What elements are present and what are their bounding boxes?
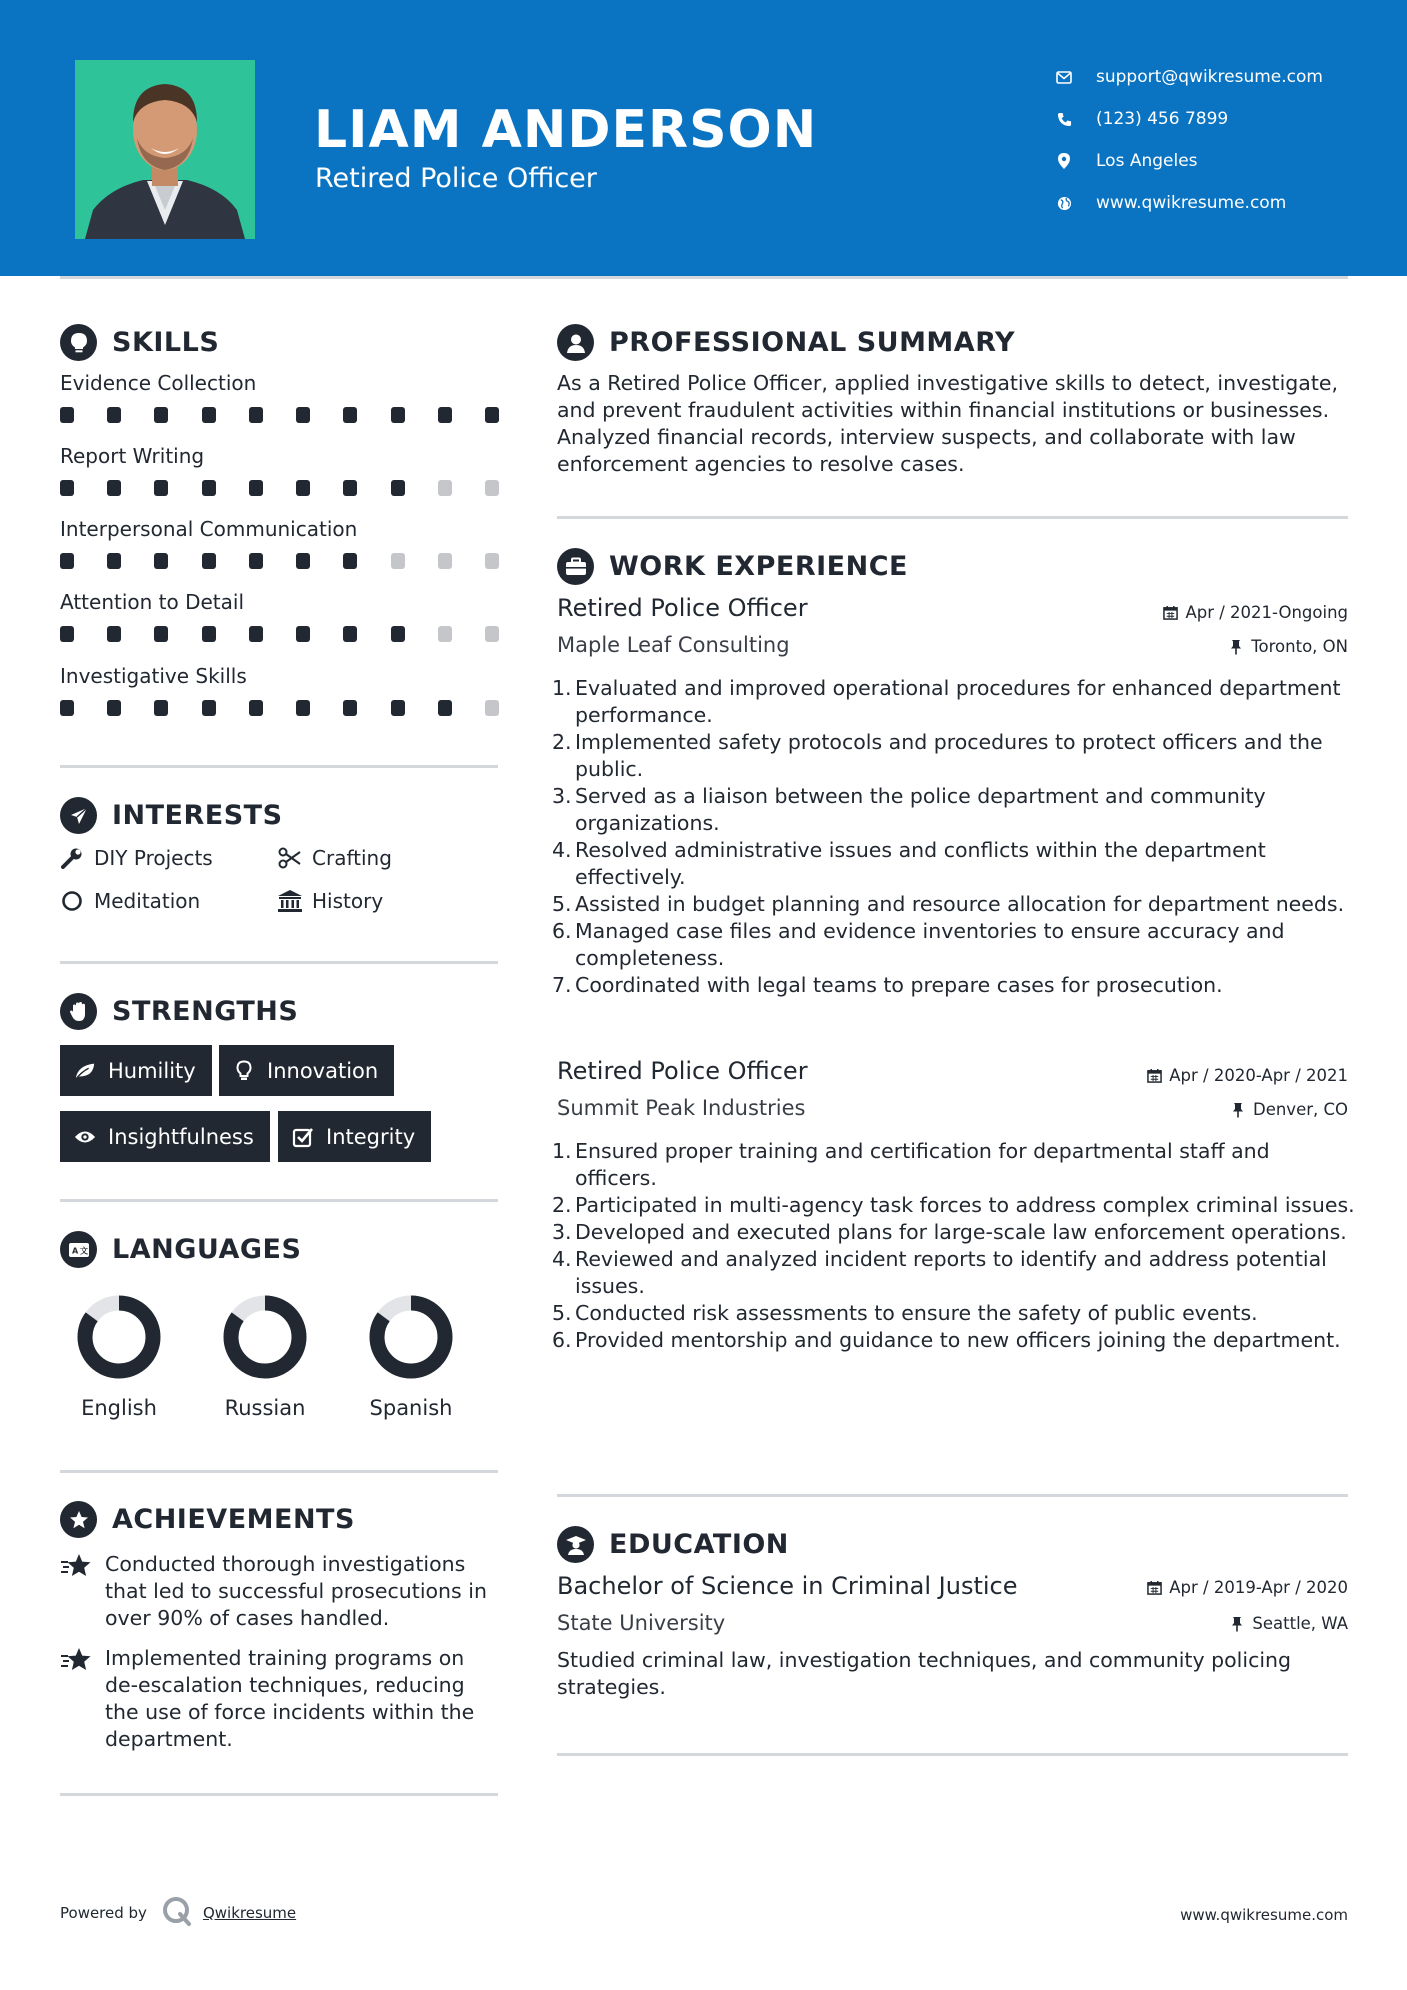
rating-dot-filled	[296, 700, 310, 716]
rating-dot-filled	[249, 407, 263, 423]
responsibility-item: 3. Served as a liaison between the police department and community organizations.	[552, 784, 1266, 835]
mail-icon	[1055, 68, 1073, 86]
rating-dot-filled	[107, 626, 121, 642]
job-title: Retired Police Officer	[557, 1057, 808, 1085]
skill-name: Evidence Collection	[60, 371, 257, 395]
rating-dot-filled	[154, 480, 168, 496]
language-name: Russian	[224, 1396, 306, 1420]
skills-divider	[60, 765, 498, 768]
rating-dot-filled	[107, 480, 121, 496]
job-date: Apr / 2020-Apr / 2021	[1145, 1066, 1348, 1085]
interest-item: Meditation	[59, 889, 200, 913]
rating-dot-filled	[107, 407, 121, 423]
education-divider	[557, 1753, 1348, 1756]
skill-item	[60, 590, 500, 642]
achievements-heading: ACHIEVEMENTS	[60, 1501, 355, 1538]
strength-badge: Insightfulness	[60, 1111, 270, 1162]
skill-item	[60, 664, 500, 716]
responsibility-item: 2. Implemented safety protocols and procedures to protect officers and the public.	[552, 730, 1323, 781]
responsibility-item: 2. Participated in multi-agency task forces to address complex criminal issues.	[552, 1193, 1355, 1217]
rating-dot-empty	[485, 626, 499, 642]
skill-rating	[60, 626, 499, 642]
skill-rating	[60, 553, 499, 569]
rating-dot-filled	[202, 480, 216, 496]
skill-item	[60, 371, 500, 423]
summary-heading: PROFESSIONAL SUMMARY	[557, 324, 1015, 361]
skill-rating	[60, 407, 499, 423]
map-pin-icon	[1055, 152, 1073, 170]
rating-dot-filled	[343, 480, 357, 496]
rating-dot-filled	[485, 407, 499, 423]
responsibility-item: 1. Ensured proper training and certification for departmental staff and officers.	[552, 1139, 1270, 1190]
rating-dot-filled	[154, 553, 168, 569]
education-heading: EDUCATION	[557, 1526, 789, 1563]
resume-header	[0, 0, 1407, 276]
job-date: Apr / 2021-Ongoing	[1161, 603, 1348, 622]
rating-dot-filled	[343, 700, 357, 716]
calendar-icon	[1145, 1067, 1163, 1085]
strength-badge: Integrity	[278, 1111, 431, 1162]
rating-dot-filled	[154, 626, 168, 642]
skill-name: Attention to Detail	[60, 590, 245, 614]
rating-dot-filled	[107, 553, 121, 569]
footer-website[interactable]: www.qwikresume.com	[1180, 1906, 1348, 1924]
responsibility-item: 6. Provided mentorship and guidance to new officers joining the department.	[552, 1328, 1341, 1352]
footer-powered-by: Powered by Qwikresume	[60, 1895, 296, 1931]
calendar-icon	[1145, 1579, 1163, 1597]
rating-dot-empty	[438, 480, 452, 496]
rating-dot-filled	[391, 480, 405, 496]
job-company: Maple Leaf Consulting	[557, 633, 790, 657]
achievement-item: Implemented training programs on de-escalation techniques, reducing the use of force incidents within the department.	[60, 1645, 500, 1753]
rating-dot-empty	[438, 553, 452, 569]
interest-item: History	[277, 889, 383, 913]
rating-dot-filled	[154, 700, 168, 716]
languages-heading: A 文 LANGUAGES	[60, 1231, 301, 1268]
interest-item: Crafting	[277, 846, 392, 870]
header-divider	[60, 276, 1348, 279]
hand-icon	[60, 993, 97, 1030]
rating-dot-filled	[202, 626, 216, 642]
pushpin-icon	[1227, 638, 1245, 656]
rating-dot-filled	[60, 700, 74, 716]
rating-dot-filled	[60, 626, 74, 642]
skill-rating	[60, 700, 499, 716]
pushpin-icon	[1228, 1615, 1246, 1633]
skill-name: Interpersonal Communication	[60, 517, 358, 541]
leaf-icon	[74, 1060, 96, 1082]
globe-icon	[1055, 194, 1073, 212]
strengths-heading: STRENGTHS	[60, 993, 298, 1030]
rating-dot-filled	[343, 553, 357, 569]
skills-heading: SKILLS	[60, 324, 219, 361]
skill-rating	[60, 480, 499, 496]
qwikresume-link[interactable]: Qwikresume	[202, 1904, 297, 1922]
responsibility-item: 7. Coordinated with legal teams to prepare cases for prosecution.	[552, 973, 1223, 997]
rating-dot-filled	[107, 700, 121, 716]
strengths-divider	[60, 1199, 498, 1202]
rating-dot-filled	[438, 407, 452, 423]
contact-list	[1055, 56, 1323, 224]
summary-divider	[557, 516, 1348, 519]
skill-name: Report Writing	[60, 444, 205, 468]
lightbulb-icon	[60, 324, 97, 361]
job-responsibilities	[552, 1138, 1357, 1354]
rating-dot-filled	[391, 407, 405, 423]
language-name: Spanish	[369, 1396, 453, 1420]
rating-dot-filled	[249, 480, 263, 496]
contact-location: Los Angeles	[1055, 140, 1323, 182]
language-item	[64, 1294, 174, 1420]
language-level-ring	[368, 1294, 454, 1380]
responsibility-item: 4. Reviewed and analyzed incident reports to identify and address potential issues.	[552, 1247, 1327, 1298]
rating-dot-filled	[249, 626, 263, 642]
rating-dot-filled	[60, 553, 74, 569]
qwikresume-logo-icon	[161, 1895, 193, 1931]
rating-dot-empty	[391, 553, 405, 569]
strength-badge: Humility	[60, 1045, 212, 1096]
job-location: Denver, CO	[1229, 1100, 1348, 1119]
rating-dot-filled	[391, 700, 405, 716]
rating-dot-filled	[438, 700, 452, 716]
skill-name: Investigative Skills	[60, 664, 247, 688]
language-level-ring	[222, 1294, 308, 1380]
language-item	[210, 1294, 320, 1420]
education-location: Seattle, WA	[1228, 1614, 1348, 1633]
rating-dot-filled	[60, 480, 74, 496]
responsibility-item: 1. Evaluated and improved operational procedures for enhanced department performance.	[552, 676, 1341, 727]
rating-dot-filled	[391, 626, 405, 642]
rating-dot-filled	[60, 407, 74, 423]
job-company: Summit Peak Industries	[557, 1096, 806, 1120]
rating-dot-filled	[296, 407, 310, 423]
summary-text: As a Retired Police Officer, applied investigative skills to detect, investigate, and prevent fraudulent activities within financial institutions or businesses. Analyzed financial records, interview suspects, and collaborate with law enforcement agencies to resolve cases.	[557, 371, 1339, 476]
education-degree: Bachelor of Science in Criminal Justice	[557, 1572, 1018, 1600]
rating-dot-filled	[296, 626, 310, 642]
paper-plane-icon	[60, 797, 97, 834]
rating-dot-filled	[343, 626, 357, 642]
star-icon	[60, 1645, 93, 1753]
rating-dot-empty	[485, 700, 499, 716]
eye-icon	[74, 1126, 96, 1148]
language-item	[356, 1294, 466, 1420]
check-square-icon	[292, 1126, 314, 1148]
rating-dot-empty	[485, 480, 499, 496]
svg-text:A: A	[71, 1246, 78, 1255]
star-icon	[60, 1551, 93, 1632]
rating-dot-filled	[202, 553, 216, 569]
language-icon	[60, 1231, 97, 1268]
graduate-icon	[557, 1526, 594, 1563]
languages-divider	[60, 1470, 498, 1473]
rating-dot-filled	[154, 407, 168, 423]
rating-dot-filled	[249, 553, 263, 569]
pushpin-icon	[1229, 1101, 1247, 1119]
interests-heading: INTERESTS	[60, 797, 283, 834]
job-responsibilities	[552, 675, 1357, 999]
star-badge-icon	[60, 1501, 97, 1538]
education-description: Studied criminal law, investigation techniques, and community policing strategies.	[557, 1648, 1292, 1699]
rating-dot-filled	[202, 407, 216, 423]
language-name: English	[81, 1396, 157, 1420]
interests-divider	[60, 961, 498, 964]
contact-email[interactable]: support@qwikresume.com	[1055, 56, 1323, 98]
svg-text:文: 文	[79, 1246, 88, 1255]
interest-item: DIY Projects	[59, 846, 213, 870]
experience-heading: WORK EXPERIENCE	[557, 548, 908, 585]
rating-dot-filled	[202, 700, 216, 716]
strength-badge: Innovation	[219, 1045, 394, 1096]
job-title: Retired Police Officer	[557, 594, 808, 622]
scissors-icon	[277, 846, 303, 870]
rating-dot-filled	[296, 480, 310, 496]
achievement-item: Conducted thorough investigations that led to successful prosecutions in over 90% of cases handled.	[60, 1551, 500, 1632]
experience-divider	[557, 1494, 1348, 1497]
rating-dot-filled	[343, 407, 357, 423]
job-location: Toronto, ON	[1227, 637, 1348, 656]
museum-icon	[277, 889, 303, 913]
lightbulb-icon	[233, 1060, 255, 1082]
achievements-divider	[60, 1793, 498, 1796]
briefcase-icon	[557, 548, 594, 585]
circle-icon	[59, 889, 85, 913]
contact-website[interactable]: www.qwikresume.com	[1055, 182, 1323, 224]
rating-dot-empty	[438, 626, 452, 642]
responsibility-item: 6. Managed case files and evidence inventories to ensure accuracy and completeness.	[552, 919, 1285, 970]
phone-icon	[1055, 110, 1073, 128]
calendar-icon	[1161, 604, 1179, 622]
skill-item	[60, 444, 500, 496]
rating-dot-empty	[485, 553, 499, 569]
language-level-ring	[76, 1294, 162, 1380]
wrench-icon	[59, 846, 85, 870]
education-date: Apr / 2019-Apr / 2020	[1145, 1578, 1348, 1597]
responsibility-item: 3. Developed and executed plans for large-scale law enforcement operations.	[552, 1220, 1347, 1244]
candidate-name: LIAM ANDERSON	[314, 100, 818, 160]
rating-dot-filled	[296, 553, 310, 569]
contact-phone[interactable]: (123) 456 7899	[1055, 98, 1323, 140]
rating-dot-filled	[249, 700, 263, 716]
candidate-role: Retired Police Officer	[315, 163, 597, 194]
education-school: State University	[557, 1611, 726, 1635]
skill-item	[60, 517, 500, 569]
responsibility-item: 4. Resolved administrative issues and conflicts within the department effectively.	[552, 838, 1266, 889]
user-icon	[557, 324, 594, 361]
responsibility-item: 5. Conducted risk assessments to ensure the safety of public events.	[552, 1301, 1258, 1325]
responsibility-item: 5. Assisted in budget planning and resource allocation for department needs.	[552, 892, 1345, 916]
profile-photo	[75, 60, 255, 239]
